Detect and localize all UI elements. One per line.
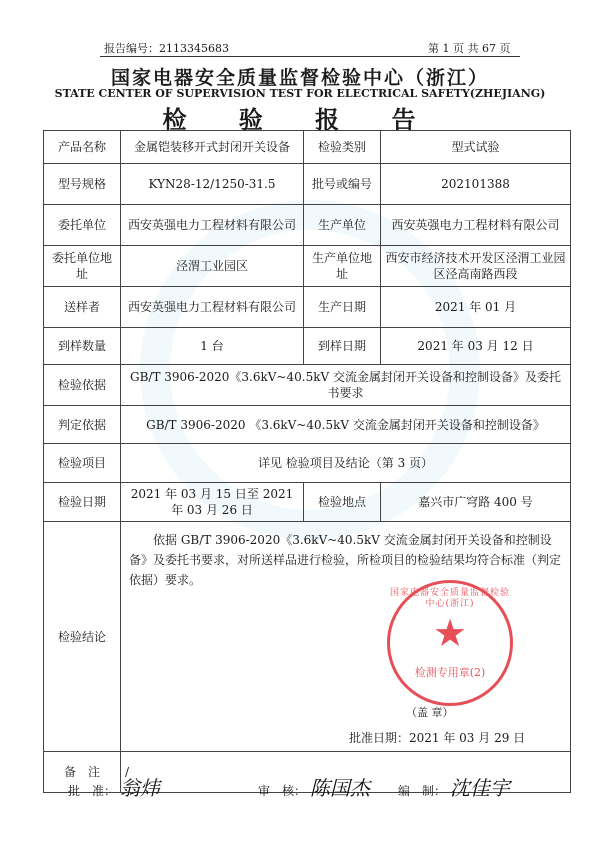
seal-ring-text: 国家电器安全质量监督检验中心(浙江)	[390, 588, 511, 609]
basis-label: 检验依据	[44, 365, 121, 406]
location-label: 检验地点	[304, 483, 381, 522]
center-title-cn: 国家电器安全质量监督检验中心（浙江）	[110, 67, 489, 89]
seal-note: （盖 章）	[406, 706, 454, 719]
sample-qty-label: 到样数量	[44, 328, 121, 365]
compile-name: 沈佳宇	[449, 776, 510, 800]
manufacturer-address: 西安市经济技术开发区泾渭工业园区泾高南路西段	[381, 246, 571, 287]
production-date-label: 生产日期	[304, 287, 381, 328]
center-title-en: STATE CENTER OF SUPERVISION TEST FOR ELECTRICAL SAFETY(ZHEJIANG)	[54, 87, 546, 100]
model-label: 型号规格	[44, 164, 121, 205]
seal-label: 检测专用章(2)	[414, 666, 486, 679]
product-name-label: 产品名称	[44, 131, 121, 164]
test-type: 型式试验	[381, 131, 571, 164]
review-label: 审 核：	[258, 784, 307, 798]
arrival-date: 2021 年 03 月 12 日	[381, 328, 571, 365]
approve-name: 翁炜	[119, 776, 160, 800]
test-date-label: 检验日期	[44, 483, 121, 522]
review-name: 陈国杰	[309, 776, 370, 800]
items: 详见 检验项目及结论（第 3 页）	[121, 444, 571, 483]
batch: 202101388	[381, 164, 571, 205]
location: 嘉兴市广穹路 400 号	[381, 483, 571, 522]
client-label: 委托单位	[44, 205, 121, 246]
page-info: 第 1 页 共 67 页	[428, 42, 511, 55]
client-address: 泾渭工业园区	[121, 246, 304, 287]
basis: GB/T 3906-2020《3.6kV~40.5kV 交流金属封闭开关设备和控制设备》及委托书要求	[121, 365, 571, 406]
sender: 西安英强电力工程材料有限公司	[121, 287, 304, 328]
manufacturer: 西安英强电力工程材料有限公司	[381, 205, 571, 246]
test-type-label: 检验类别	[304, 131, 381, 164]
judgement-label: 判定依据	[44, 406, 121, 444]
approve-signature	[68, 772, 160, 801]
approve-label: 批 准：	[68, 784, 117, 798]
sender-label: 送样者	[44, 287, 121, 328]
batch-label: 批号或编号	[304, 164, 381, 205]
production-date: 2021 年 01 月	[381, 287, 571, 328]
compile-signature	[398, 772, 510, 801]
model: KYN28-12/1250-31.5	[121, 164, 304, 205]
client: 西安英强电力工程材料有限公司	[121, 205, 304, 246]
report-title: 检 验 报 告	[162, 106, 438, 134]
approval-date: 批准日期：2021 年 03 月 29 日	[349, 731, 526, 745]
conclusion-text: 依据 GB/T 3906-2020《3.6kV~40.5kV 交流金属封闭开关设备和控制设备》及委托书要求，对所送样品进行检验，所检项目的检验结果均符合标准（判定依据）要求。	[129, 533, 562, 587]
remarks: /	[121, 752, 571, 793]
official-seal	[387, 580, 513, 706]
client-address-label: 委托单位地址	[44, 246, 121, 287]
items-label: 检验项目	[44, 444, 121, 483]
conclusion-label: 检验结论	[44, 522, 121, 752]
test-date: 2021 年 03 月 15 日至 2021 年 03 月 26 日	[121, 483, 304, 522]
compile-label: 编 制：	[398, 784, 447, 798]
product-name: 金属铠装移开式封闭开关设备	[121, 131, 304, 164]
conclusion-cell	[121, 522, 571, 752]
manufacturer-address-label: 生产单位地址	[304, 246, 381, 287]
report-table	[43, 130, 571, 793]
report-number: 报告编号：2113345683	[104, 42, 229, 55]
manufacturer-label: 生产单位	[304, 205, 381, 246]
star-icon: ★	[432, 611, 468, 655]
header-rule	[100, 56, 520, 57]
arrival-date-label: 到样日期	[304, 328, 381, 365]
review-signature	[258, 772, 370, 801]
judgement: GB/T 3906-2020 《3.6kV~40.5kV 交流金属封闭开关设备和控制设备》	[121, 406, 571, 444]
remarks-label: 备 注	[44, 752, 121, 793]
sample-qty: 1 台	[121, 328, 304, 365]
